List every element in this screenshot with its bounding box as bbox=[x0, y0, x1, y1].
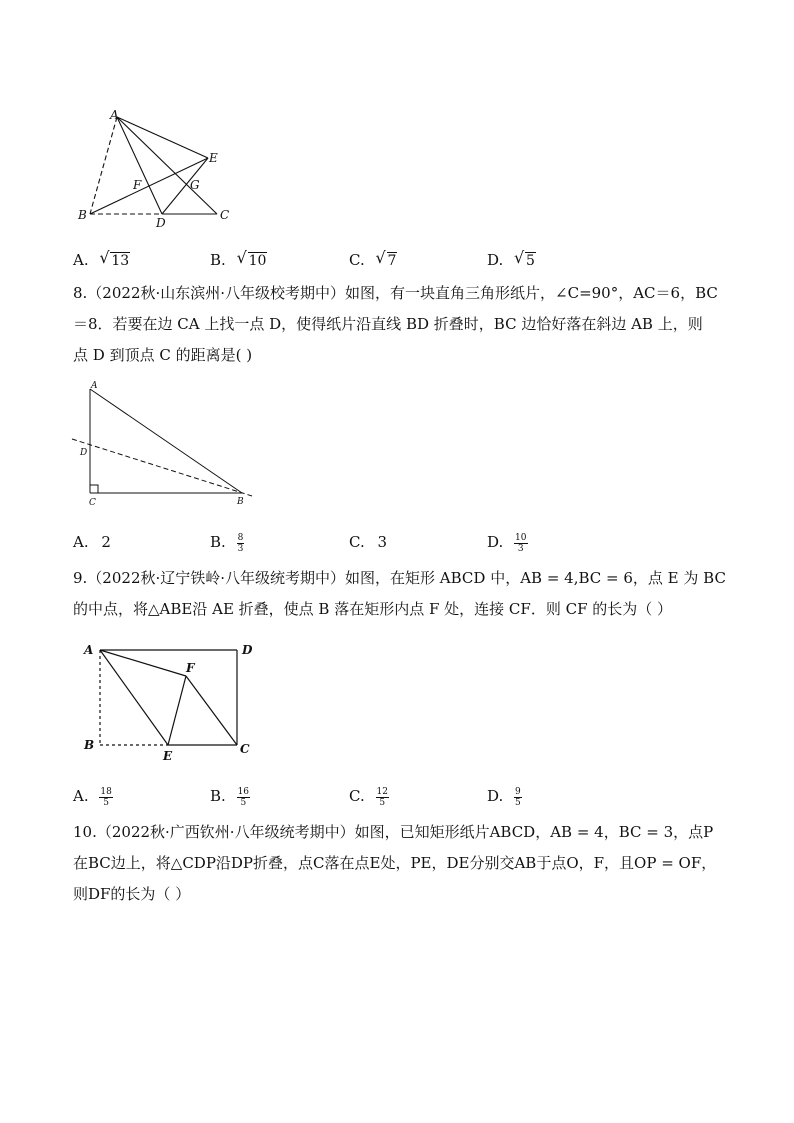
numerator: 8 bbox=[237, 532, 244, 543]
q9-stem-line-2: 的中点，将△ABE沿 AE 折叠，使点 B 落在矩形内点 F 处，连接 CF．则 CF 的长为（ ） bbox=[73, 600, 673, 618]
option-letter: B. bbox=[210, 787, 226, 805]
figure-q9 bbox=[78, 636, 268, 766]
radicand: 10 bbox=[248, 253, 267, 269]
seg-FE bbox=[168, 676, 186, 745]
sqrt-symbol: √ 7 bbox=[375, 248, 397, 269]
label-C: C bbox=[240, 742, 250, 756]
sqrt-symbol: √ 10 bbox=[236, 248, 267, 269]
option-letter: B. bbox=[210, 533, 226, 551]
denominator: 5 bbox=[240, 797, 247, 808]
radicand: 5 bbox=[526, 253, 535, 269]
numerator: 12 bbox=[376, 786, 388, 797]
fraction bbox=[514, 787, 522, 808]
seg-AD bbox=[117, 117, 162, 214]
option-letter: D. bbox=[487, 533, 504, 551]
label-C: C bbox=[220, 208, 230, 222]
denominator: 5 bbox=[103, 797, 109, 808]
label-D: D bbox=[156, 216, 166, 230]
numerator: 18 bbox=[100, 786, 112, 797]
q8-stem-line-1: 8.（2022秋·山东滨州·八年级校考期中）如图，有一块直角三角形纸片，∠C=90°，AC＝6，BC bbox=[73, 284, 718, 302]
figure-q7 bbox=[70, 105, 240, 233]
q9-option-c[interactable] bbox=[349, 786, 389, 808]
q7-option-c[interactable] bbox=[349, 250, 397, 271]
seg-FC bbox=[186, 676, 237, 745]
seg-AB bbox=[90, 389, 242, 493]
radicand: 13 bbox=[111, 253, 130, 269]
label-C: C bbox=[89, 498, 96, 508]
label-D: D bbox=[80, 448, 88, 458]
q8-option-d[interactable] bbox=[487, 532, 528, 554]
label-D: D bbox=[242, 643, 253, 657]
q8-stem-line-3: 点 D 到顶点 C 的距离是( ) bbox=[73, 346, 253, 364]
seg-AB-dashed bbox=[90, 117, 117, 214]
sqrt-symbol: √ 13 bbox=[99, 248, 130, 269]
label-B: B bbox=[237, 497, 244, 507]
fraction bbox=[376, 787, 389, 808]
seg-AF bbox=[100, 650, 186, 676]
denominator: 3 bbox=[517, 543, 524, 554]
label-A: A bbox=[91, 381, 98, 391]
option-letter: C. bbox=[349, 787, 365, 805]
q9-option-d[interactable] bbox=[487, 786, 522, 808]
q10-stem-line-2: 在BC边上，将△CDP沿DP折叠，点C落在点E处，PE，DE分别交AB于点O，F，且OP = OF， bbox=[73, 854, 717, 872]
denominator: 5 bbox=[379, 797, 386, 808]
denominator: 5 bbox=[515, 797, 521, 808]
option-letter: C. bbox=[349, 533, 365, 551]
radicand: 7 bbox=[387, 253, 397, 269]
q8-stem-line-2: ＝8．若要在边 CA 上找一点 D，使得纸片沿直线 BD 折叠时，BC 边恰好落在斜边 AB 上，则 bbox=[73, 315, 703, 333]
right-angle-mark bbox=[90, 485, 98, 493]
label-F: F bbox=[133, 178, 142, 192]
fold-line-BD bbox=[72, 439, 252, 496]
figure-q8 bbox=[70, 375, 260, 510]
q7-option-a[interactable] bbox=[73, 250, 130, 271]
fraction bbox=[514, 533, 527, 554]
option-letter: B. bbox=[210, 251, 226, 269]
fraction bbox=[237, 533, 245, 554]
option-value: 2 bbox=[101, 533, 111, 551]
seg-DE bbox=[162, 158, 208, 214]
numerator: 9 bbox=[515, 786, 521, 797]
q8-option-a[interactable] bbox=[73, 532, 111, 552]
q7-option-b[interactable] bbox=[210, 250, 267, 271]
option-letter: C. bbox=[349, 251, 365, 269]
label-E: E bbox=[209, 151, 218, 165]
fraction bbox=[99, 787, 112, 808]
option-letter: A. bbox=[73, 251, 89, 269]
label-A: A bbox=[110, 108, 119, 122]
q9-option-b[interactable] bbox=[210, 786, 250, 808]
q9-stem-line-1: 9.（2022秋·辽宁铁岭·八年级统考期中）如图，在矩形 ABCD 中，AB = 4,BC = 6，点 E 为 BC bbox=[73, 569, 726, 587]
fraction bbox=[237, 787, 250, 808]
sqrt-symbol: √ 5 bbox=[514, 248, 535, 269]
label-A: A bbox=[84, 643, 94, 657]
seg-AE bbox=[100, 650, 168, 745]
option-letter: D. bbox=[487, 251, 504, 269]
denominator: 3 bbox=[237, 543, 244, 554]
option-letter: D. bbox=[487, 787, 504, 805]
option-letter: A. bbox=[73, 533, 89, 551]
numerator: 10 bbox=[515, 532, 527, 543]
option-value: 3 bbox=[377, 533, 388, 551]
q7-option-d[interactable] bbox=[487, 250, 536, 271]
option-letter: A. bbox=[73, 787, 89, 805]
label-E: E bbox=[163, 749, 173, 763]
q8-option-b[interactable] bbox=[210, 532, 244, 554]
label-B: B bbox=[84, 738, 95, 752]
label-F: F bbox=[186, 661, 195, 675]
label-B: B bbox=[78, 208, 87, 222]
q8-option-c[interactable] bbox=[349, 532, 387, 552]
q10-stem-line-3: 则DF的长为（ ） bbox=[73, 885, 191, 903]
numerator: 16 bbox=[237, 786, 250, 797]
seg-AE bbox=[117, 117, 208, 158]
q9-option-a[interactable] bbox=[73, 786, 113, 808]
label-G: G bbox=[190, 178, 200, 192]
q10-stem-line-1: 10.（2022秋·广西钦州·八年级统考期中）如图，已知矩形纸片ABCD，AB = 4，BC = 3，点P bbox=[73, 823, 714, 841]
